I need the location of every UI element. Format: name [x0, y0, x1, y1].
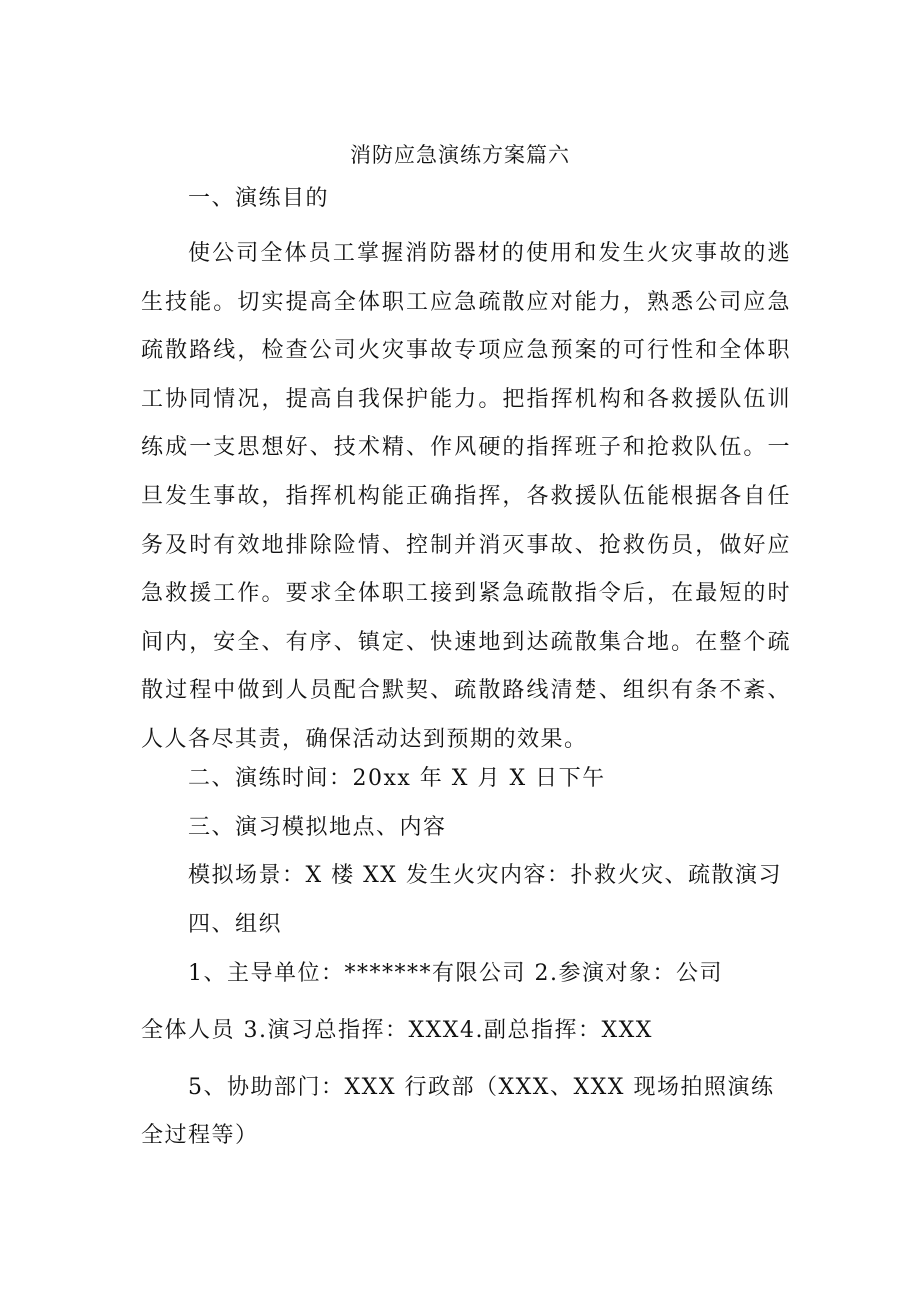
organization-line-1: 1、主导单位：*******有限公司 2.参演对象：公司	[188, 961, 723, 986]
organization-line-2: 全体人员 3.演习总指挥：XXX4.副总指挥：XXX	[141, 1018, 653, 1043]
section-drill-time: 二、演练时间：20xx 年 X 月 X 日下午	[188, 766, 606, 791]
document-title: 消防应急演练方案篇六	[350, 143, 570, 167]
simulated-scenario-line: 模拟场景：X 楼 XX 发生火灾内容：扑救火灾、疏散演习	[188, 863, 782, 888]
section-heading-organization: 四、组织	[188, 912, 283, 937]
section-heading-location: 三、演习模拟地点、内容	[188, 815, 447, 840]
organization-item-5: 5、协助部门：XXX 行政部（XXX、XXX 现场拍照演练全过程等）	[141, 1075, 775, 1148]
section-heading-purpose: 一、演练目的	[188, 186, 330, 211]
paragraph-purpose: 使公司全体员工掌握消防器材的使用和发生火灾事故的逃生技能。切实提高全体职工应急疏散应对能力，熟悉公司应急疏散路线，检查公司火灾事故专项应急预案的可行性和全体职工协同情况，提高自我保护能力。把指挥机构和各救援队伍训练成一支思想好、技术精、作风硬的指挥班子和抢救队伍。一旦发生事故，指挥机构能正确指挥，各救援队伍能根据各自任务及时有效地排除险情、控制并消灭事故、抢救伤员，做好应急救援工作。要求全体职工接到紧急疏散指令后，在最短的时间内，安全、有序、镇定、快速地到达疏散集合地。在整个疏散过程中做到人员配合默契、疏散路线清楚、组织有条不紊、人人各尽其责，确保活动达到预期的效果。	[141, 241, 791, 752]
